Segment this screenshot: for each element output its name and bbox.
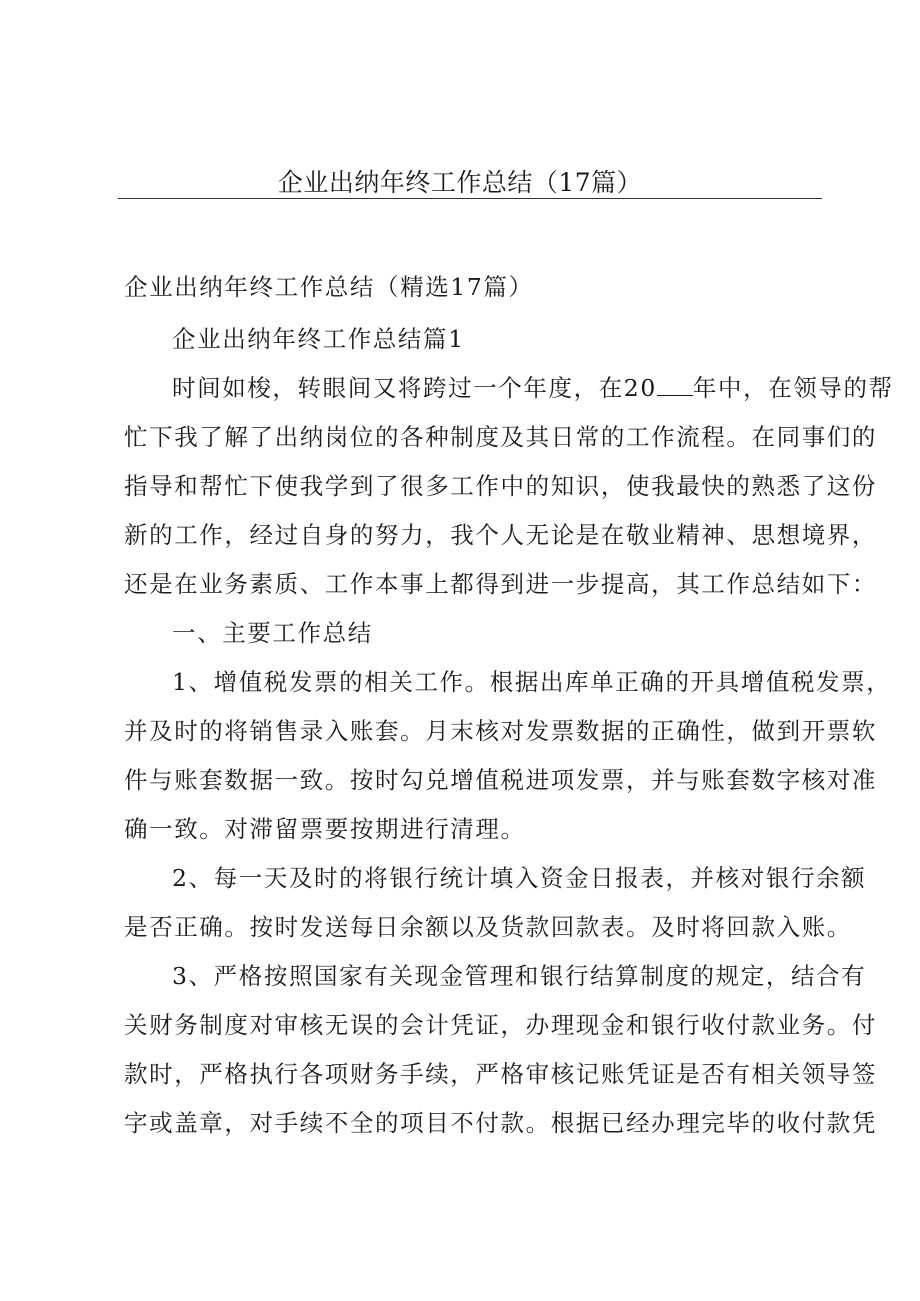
paragraph-line: 还是在业务素质、工作本事上都得到进一步提高，其工作总结如下： — [124, 570, 877, 598]
year-blank — [657, 375, 693, 396]
paragraph-line: 确一致。对滞留票要按期进行清理。 — [124, 815, 526, 843]
paragraph-line: 字或盖章，对手续不全的项目不付款。根据已经办理完毕的收付款凭 — [124, 1109, 877, 1137]
paragraph-line — [172, 373, 894, 403]
section-heading: 企业出纳年终工作总结篇1 — [172, 325, 465, 353]
paragraph-line: 并及时的将销售录入账套。月末核对发票数据的正确性，做到开票软 — [124, 717, 877, 745]
paragraph-line: 忙下我了解了出纳岗位的各种制度及其日常的工作流程。在同事们的 — [124, 423, 877, 451]
line-text: 时间如梭，转眼间又将跨过一个年度，在20 — [172, 374, 657, 402]
paragraph-line: 3、严格按照国家有关现金管理和银行结算制度的规定，结合有 — [172, 962, 867, 990]
line-text: 年中，在领导的帮 — [692, 374, 894, 402]
paragraph-line: 指导和帮忙下使我学到了很多工作中的知识，使我最快的熟悉了这份 — [124, 472, 877, 500]
paragraph-line: 关财务制度对审核无误的会计凭证，办理现金和银行收付款业务。付 — [124, 1011, 877, 1039]
document-subtitle: 企业出纳年终工作总结（精选17篇） — [124, 273, 534, 301]
paragraph-line: 款时，严格执行各项财务手续，严格审核记账凭证是否有相关领导签 — [124, 1060, 877, 1088]
paragraph-line: 新的工作，经过自身的努力，我个人无论是在敬业精神、思想境界， — [124, 521, 877, 549]
subsection-heading: 一、主要工作总结 — [172, 619, 373, 647]
document-title: 企业出纳年终工作总结（17篇） — [277, 168, 643, 197]
paragraph-line: 2、每一天及时的将银行统计填入资金日报表，并核对银行余额 — [172, 864, 867, 892]
title-underline — [118, 198, 822, 199]
paragraph-line: 1、增值税发票的相关工作。根据出库单正确的开具增值税发票， — [172, 668, 892, 696]
paragraph-line: 是否正确。按时发送每日余额以及货款回款表。及时将回款入账。 — [124, 913, 852, 941]
paragraph-line: 件与账套数据一致。按时勾兑增值税进项发票，并与账套数字核对准 — [124, 766, 877, 794]
